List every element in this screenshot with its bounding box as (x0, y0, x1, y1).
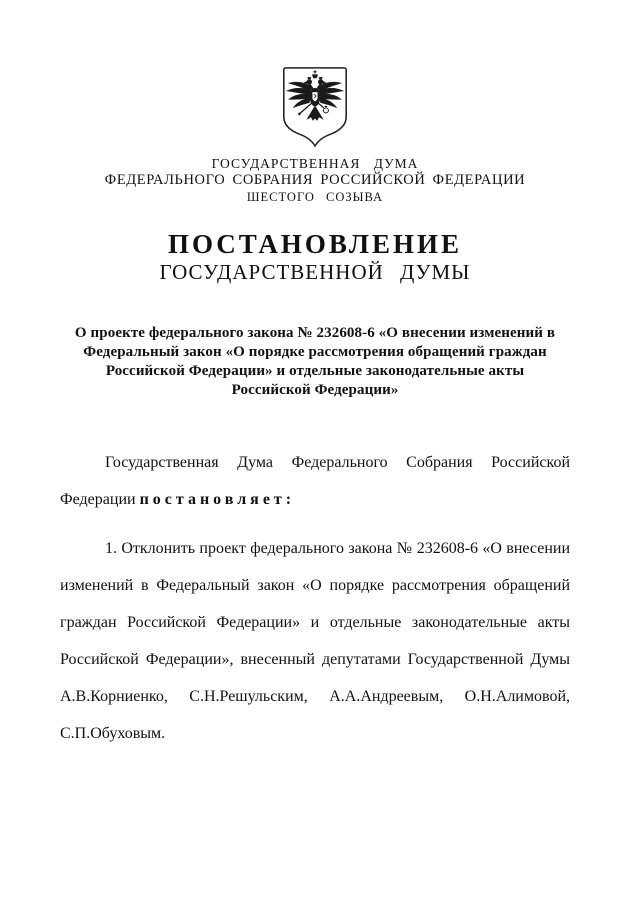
header-convocation: ШЕСТОГО СОЗЫВА (246, 190, 384, 205)
intro-resolves-verb: постановляет: (139, 491, 296, 509)
coat-of-arms-icon (276, 64, 354, 151)
title-issuer: ГОСУДАРСТВЕННОЙ ДУМЫ (159, 260, 471, 285)
subject-line-3: Российской Федерации» и отдельные законодательные акты (105, 363, 525, 380)
document-title (60, 229, 570, 286)
title-resolution: ПОСТАНОВЛЕНИЕ (167, 229, 463, 260)
document-header (60, 156, 570, 205)
intro-text: Государственная Дума Федерального Собрания Российской Федерации (60, 454, 570, 509)
header-institution: ГОСУДАРСТВЕННАЯ ДУМА (211, 156, 419, 172)
subject-line-4: Российской Федерации» (231, 382, 399, 399)
document-subject (60, 324, 570, 400)
intro-paragraph (60, 444, 570, 518)
item-1-paragraph: 1. Отклонить проект федерального закона № 232608-6 «О внесении изменений в Федеральный закон «О порядке рассмотрения обращений граждан Российской Федерации» и отдельные законодательные акты Российской Федерации», внесенный депутатами Государственной Думы А.В.Корниенко, С.Н.Решульским, А.А.Андреевым, О.Н.Алимовой, С.П.Обуховым. (60, 540, 570, 743)
subject-line-2: Федеральный закон «О порядке рассмотрения обращений граждан (83, 344, 547, 361)
header-assembly: ФЕДЕРАЛЬНОГО СОБРАНИЯ РОССИЙСКОЙ ФЕДЕРАЦИИ (104, 172, 526, 189)
subject-line-1: О проекте федерального закона № 232608-6 «О внесении изменений в (74, 325, 556, 342)
